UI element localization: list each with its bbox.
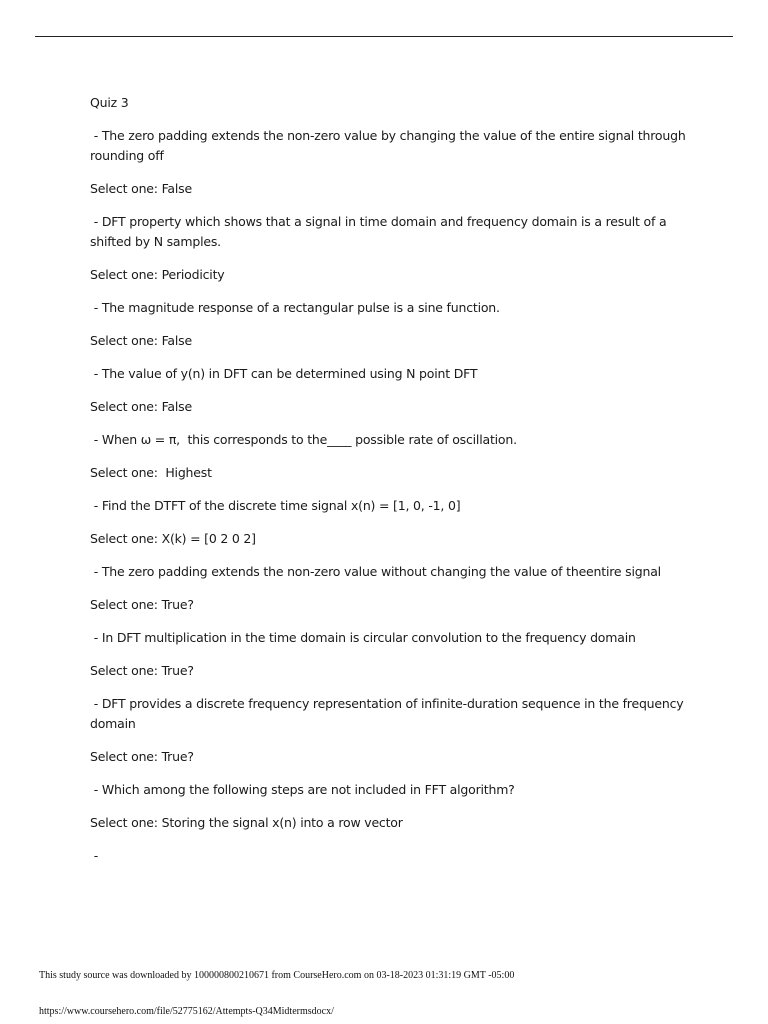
question-3: - The magnitude response of a rectangular pulse is a sine function. — [90, 300, 500, 315]
footer-source-note: This study source was downloaded by 100000800210671 from CourseHero.com on 03-18-2023 01:31:19 GMT -05:00 — [39, 970, 515, 981]
answer-6: Select one: X(k) = [0 2 0 2] — [90, 531, 256, 546]
question-2: - DFT property which shows that a signal in time domain and frequency domain is a result of a shifted by N samples. — [90, 214, 671, 249]
answer-10: Select one: Storing the signal x(n) into a row vector — [90, 815, 403, 830]
answer-8: Select one: True? — [90, 663, 194, 678]
document-body — [90, 93, 690, 866]
answer-4: Select one: False — [90, 399, 192, 414]
question-10: - Which among the following steps are not included in FFT algorithm? — [90, 782, 515, 797]
question-6: - Find the DTFT of the discrete time signal x(n) = [1, 0, -1, 0] — [90, 498, 461, 513]
answer-9: Select one: True? — [90, 749, 194, 764]
question-4: - The value of y(n) in DFT can be determined using N point DFT — [90, 366, 478, 381]
document-title: Quiz 3 — [90, 95, 129, 110]
footer-url-link[interactable]: https://www.coursehero.com/file/52775162/Attempts-Q34Midtermsdocx/ — [39, 1006, 334, 1017]
question-7: - The zero padding extends the non-zero value without changing the value of theentire signal — [90, 564, 661, 579]
answer-5: Select one: Highest — [90, 465, 212, 480]
question-9: - DFT provides a discrete frequency representation of infinite-duration sequence in the frequency domain — [90, 696, 688, 731]
answer-1: Select one: False — [90, 181, 192, 196]
question-1: - The zero padding extends the non-zero value by changing the value of the entire signal through rounding off — [90, 128, 690, 163]
header-divider — [35, 36, 733, 37]
answer-3: Select one: False — [90, 333, 192, 348]
trailing-dash: - — [90, 848, 99, 863]
answer-7: Select one: True? — [90, 597, 194, 612]
answer-2: Select one: Periodicity — [90, 267, 225, 282]
question-8: - In DFT multiplication in the time domain is circular convolution to the frequency domain — [90, 630, 636, 645]
question-5: - When ω = π, this corresponds to the____ possible rate of oscillation. — [90, 432, 517, 447]
